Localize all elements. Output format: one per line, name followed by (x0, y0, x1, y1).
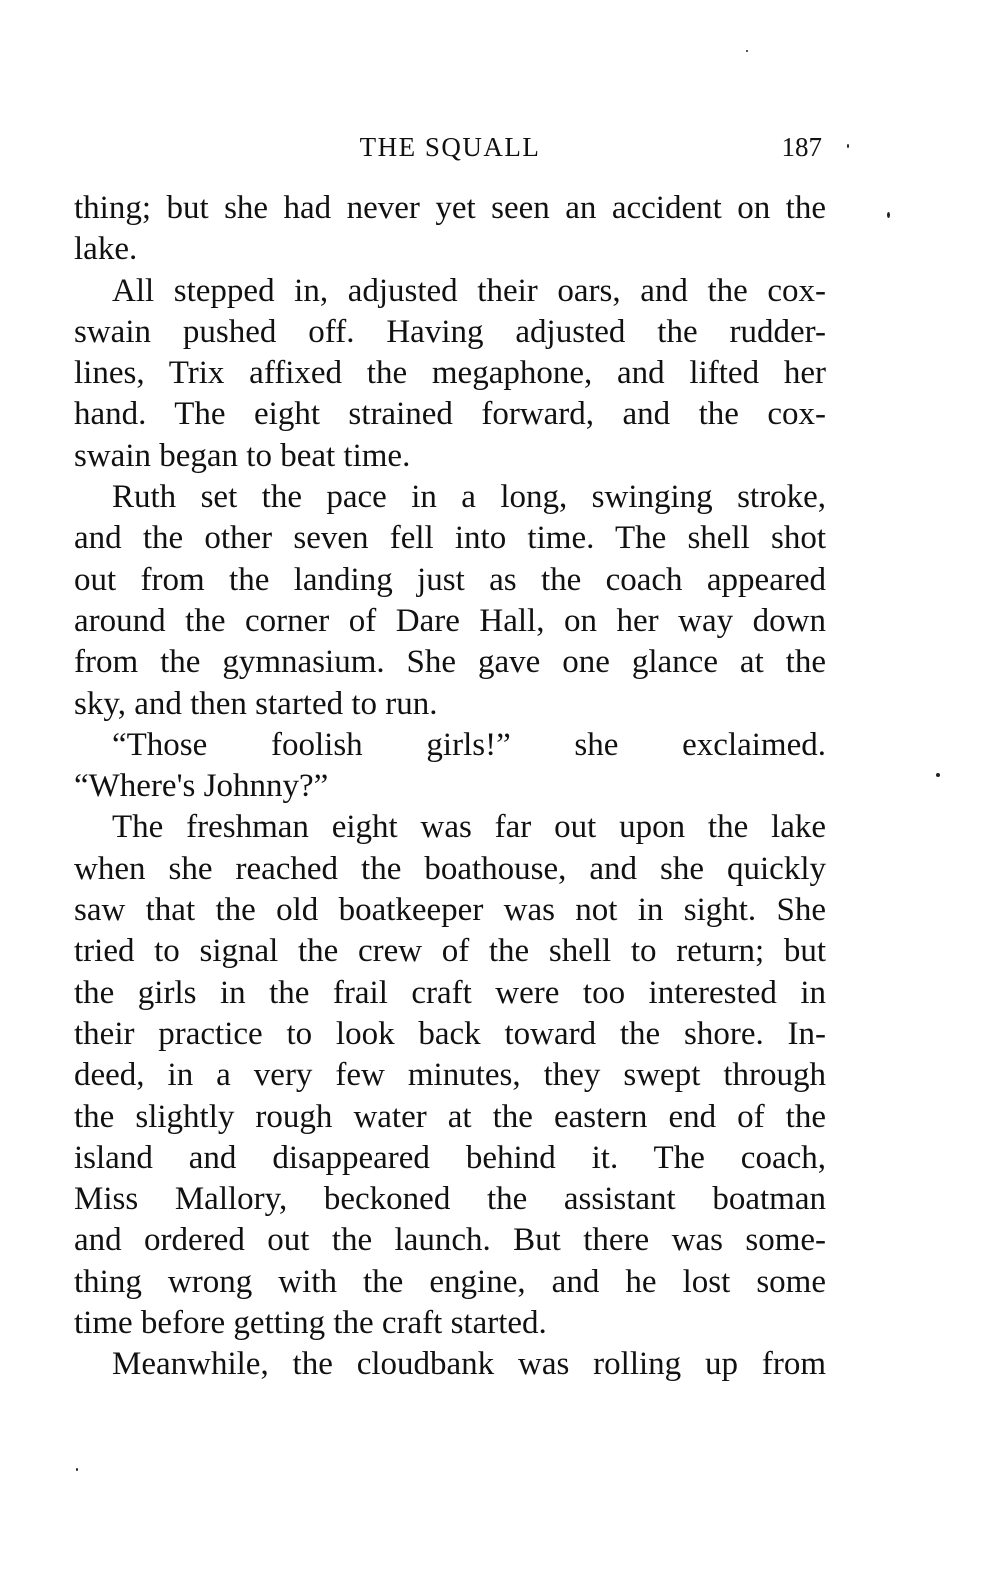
scan-speck (936, 773, 940, 777)
text-line: swain pushed off. Having adjusted the rudder- (74, 313, 826, 350)
text-line: and the other seven fell into time. The shell shot (74, 520, 826, 557)
text-line: and ordered out the launch. But there was some- (74, 1222, 826, 1259)
scan-speck (847, 144, 849, 148)
page-number: 187 (781, 132, 822, 162)
text-line: around the corner of Dare Hall, on her way down (74, 602, 826, 639)
text-line: thing; but she had never yet seen an accident on the (74, 190, 826, 226)
text-line: The freshman eight was far out upon the lake (112, 809, 826, 846)
text-line: “Those foolish girls!” she exclaimed. (112, 726, 826, 763)
text-line: the girls in the frail craft were too interested in (74, 974, 826, 1011)
text-line: Ruth set the pace in a long, swinging stroke, (112, 479, 826, 516)
body-text (74, 188, 826, 1386)
running-head (74, 128, 826, 168)
text-line: “Where's Johnny?” (74, 768, 329, 805)
text-line: deed, in a very few minutes, they swept through (74, 1057, 826, 1094)
text-line: when she reached the boathouse, and she quickly (74, 850, 826, 887)
scan-speck (887, 212, 890, 218)
chapter-title: THE SQUALL (359, 132, 541, 162)
text-line: tried to signal the crew of the shell to return; but (74, 933, 826, 970)
text-line: saw that the old boatkeeper was not in sight. She (74, 892, 826, 929)
text-line: lake. (74, 231, 138, 268)
text-line: from the gymnasium. She gave one glance at the (74, 644, 826, 681)
scan-speck (76, 1468, 78, 1471)
text-line: sky, and then started to run. (74, 685, 438, 722)
text-line: hand. The eight strained forward, and the cox- (74, 396, 826, 433)
text-line: thing wrong with the engine, and he lost some (74, 1263, 826, 1300)
text-line: swain began to beat time. (74, 437, 411, 474)
text-line: out from the landing just as the coach appeared (74, 561, 826, 598)
text-line: All stepped in, adjusted their oars, and the cox- (112, 272, 826, 309)
text-line: Miss Mallory, beckoned the assistant boatman (74, 1181, 826, 1218)
text-line: their practice to look back toward the shore. In- (74, 1015, 826, 1052)
text-line: the slightly rough water at the eastern end of the (74, 1098, 826, 1135)
text-line: island and disappeared behind it. The coach, (74, 1139, 826, 1176)
text-line: Meanwhile, the cloudbank was rolling up from (112, 1346, 826, 1383)
text-line: lines, Trix affixed the megaphone, and lifted her (74, 355, 826, 392)
scan-speck (746, 50, 748, 52)
text-line: time before getting the craft started. (74, 1305, 547, 1342)
